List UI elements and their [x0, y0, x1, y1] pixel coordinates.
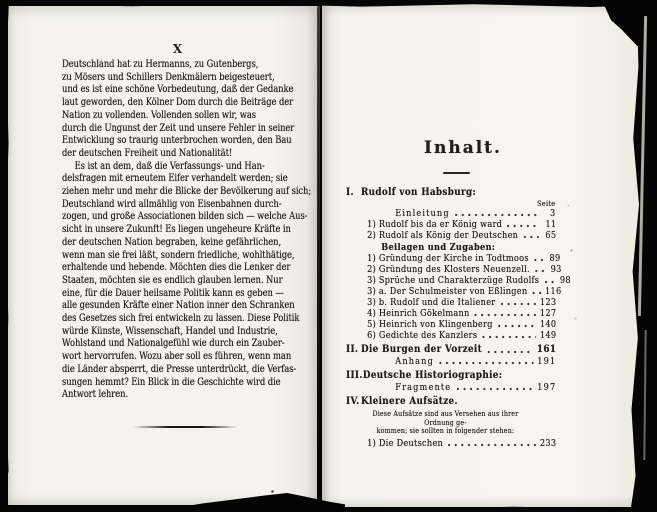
text-line: und es ist eine schöne Vorbedeutung, daß der Gedanke — [62, 84, 294, 96]
text-line: Wohlstand und Nationalgefühl wie durch ein Zauber- — [62, 338, 285, 350]
toc-title: Inhalt. — [424, 138, 502, 158]
book-gutter-shadow — [317, 6, 320, 505]
toc-entry — [346, 356, 556, 367]
entry-label: Anhang — [395, 356, 434, 367]
left-page — [8, 6, 318, 505]
entry-page-number: 65 — [545, 230, 557, 241]
scan-specks — [0, 0, 1, 1]
dot-leader — [457, 387, 534, 391]
toc-note-line: kommen; sie sollten in folgender stehen: — [376, 426, 515, 436]
text-line: Deutschland wird allmählig von Eisenbahnen durch- — [62, 198, 282, 210]
entry-page-number: 161 — [536, 344, 557, 355]
dot-leader — [475, 313, 537, 317]
entry-label: 1) Gründung der Kirche in Todtmoos — [367, 253, 529, 264]
entry-label: 1) Die Deutschen — [367, 437, 444, 449]
entry-page-number: 123 — [539, 297, 557, 308]
toc-note — [362, 410, 529, 436]
toc-entry — [346, 319, 556, 330]
paragraph — [62, 160, 312, 402]
text-line: Nation zu vollenden. Vollenden sollen wir, was — [62, 109, 257, 121]
entry-label: 3) Sprüche und Charakterzüge Rudolfs — [367, 275, 540, 286]
entry-label: 2) Rudolf als König der Deutschen — [367, 230, 519, 241]
page-column-label: Seite — [537, 199, 556, 208]
text-line: sungen hemmt? Ein Blick in die Geschichte wird die — [62, 376, 281, 388]
toc-entry — [346, 275, 571, 286]
text-line: Entwicklung so traurig unterbrochen worden, den Bau — [62, 135, 292, 147]
dot-leader — [448, 443, 536, 447]
text-line: zogen, und große Associationen bilden sich — welche Aus- — [62, 211, 308, 223]
entry-label: 5) Heinrich von Klingenberg — [367, 319, 493, 330]
toc-rows — [346, 187, 571, 449]
entry-page-number: 116 — [545, 286, 562, 297]
text-line: eine, für die Dauer heilsame Politik kann es geben — — [62, 287, 284, 299]
entry-page-number: 191 — [537, 356, 557, 367]
toc-title-rule — [443, 172, 470, 174]
entry-page-number: 3 — [549, 208, 557, 219]
text-line: Es ist an dem, daß die Verfassungs- und Han- — [74, 160, 265, 172]
entry-label: 3) b. Rudolf und die Italiener — [367, 297, 496, 308]
dot-leader — [487, 350, 533, 354]
left-text-lines — [62, 59, 312, 402]
text-line: alle gesunden Kräfte einer Nation inner den Schranken — [62, 300, 295, 312]
dot-leader — [483, 335, 537, 339]
text-line: die Länder absperrt, die Presse unterdrückt, die Verfas- — [62, 363, 297, 375]
text-line: delsfragen mit erneutem Eifer verhandelt werden; sie — [62, 173, 288, 185]
toc-entry — [346, 438, 556, 449]
entry-label: Einleitung — [395, 208, 450, 219]
text-line: durch die Ungunst der Zeit und unsere Fehler in seiner — [62, 122, 295, 134]
table-of-contents — [346, 187, 571, 449]
toc-entry — [346, 230, 556, 241]
toc-note-line: Diese Aufsätze sind aus Versehen aus ihrer Ordnung ge- — [372, 409, 519, 427]
text-line: Antwort lehren. — [62, 389, 129, 401]
toc-entry — [346, 382, 556, 393]
entry-label: 1) Rudolf bis da er König ward — [367, 219, 503, 230]
text-line: würde Künste, Wissenschaft, Handel und Industrie, — [62, 325, 278, 337]
entry-page-number: 98 — [559, 275, 571, 286]
dot-leader — [507, 224, 538, 228]
text-line: der deutschen Freiheit und Nationalität! — [62, 147, 233, 159]
toc-section-numeral: IV. — [346, 396, 360, 407]
page-number: X — [172, 42, 184, 56]
entry-page-number: 233 — [539, 437, 557, 449]
section-divider-rule — [133, 426, 238, 428]
entry-label: Beilagen und Zugaben: — [381, 242, 496, 253]
dot-leader — [455, 213, 539, 217]
text-line: der deutschen Nation begraben, keine gefährlichen, — [62, 236, 282, 248]
paragraph — [62, 59, 294, 161]
dot-leader — [533, 291, 542, 295]
toc-entry — [346, 264, 562, 275]
toc-entry — [346, 208, 556, 219]
entry-label: 3) a. Der Schulmeister von Eßlingen — [367, 286, 528, 297]
text-line: Staaten, möchten sie es endlich glauben lernen. Nur — [62, 274, 283, 286]
entry-label: 6) Gedichte des Kanzlers — [367, 330, 478, 341]
toc-section-heading — [346, 396, 556, 408]
toc-section-numeral: III. — [346, 370, 363, 381]
toc-section-numeral: II. — [346, 344, 359, 355]
dot-leader — [534, 258, 543, 262]
dot-leader — [498, 324, 536, 328]
text-line: wort hervorrufen. Wozu aber soll es führen, wenn man — [62, 351, 292, 363]
entry-label: 4) Heinrich Gökelmann — [367, 308, 470, 319]
toc-section-title: Deutsche Historiographie: — [362, 370, 503, 381]
toc-section-numeral: I. — [346, 187, 354, 198]
body-text — [62, 59, 312, 402]
toc-section-title: Kleinere Aufsätze. — [360, 396, 458, 407]
toc-section-heading — [346, 370, 556, 382]
text-line: erhaltende und hebende. Möchten dies die Lenker der — [62, 262, 291, 274]
text-line: zu Mösers und Schillers Denkmälern beigesteuert, — [62, 71, 275, 83]
toc-entry — [346, 297, 556, 308]
right-page — [322, 4, 648, 507]
text-line: des Gesetzes sich frei entwickeln zu lassen. Diese Politik — [62, 313, 300, 325]
toc-entry — [346, 253, 561, 264]
text-line: wenn man sie frei läßt, sondern friedliche, wohlthätige, — [62, 249, 295, 261]
toc-entry — [346, 286, 562, 297]
toc-section-title: Die Burgen der Vorzeit — [360, 344, 483, 355]
toc-section-heading — [346, 187, 556, 199]
entry-page-number: 149 — [539, 330, 557, 341]
text-line: ziehen mehr und mehr die Blicke der Bevölkerung auf sich; — [62, 186, 312, 198]
entry-page-number: 127 — [539, 308, 557, 319]
text-line: sicht in unsere Zukunft! Es liegen ungeheure Kräfte in — [62, 224, 291, 236]
entry-label: Fragmente — [395, 382, 452, 393]
toc-section-heading — [346, 344, 556, 356]
entry-label: 2) Gründung des Klosters Neuenzell. — [367, 264, 530, 275]
toc-section-title: Rudolf von Habsburg: — [360, 187, 477, 198]
dot-leader — [523, 235, 538, 239]
entry-page-number: 197 — [537, 382, 557, 393]
entry-page-number: 11 — [545, 219, 557, 230]
entry-page-number: 140 — [539, 319, 557, 330]
dot-leader — [535, 269, 544, 273]
entry-page-number: 89 — [549, 253, 561, 264]
dot-leader — [501, 302, 537, 306]
toc-entry — [346, 330, 556, 341]
dot-leader — [439, 361, 533, 365]
text-line: Deutschland hat zu Hermanns, zu Gutenbergs, — [62, 59, 259, 70]
dot-leader — [544, 280, 553, 284]
toc-entry — [346, 308, 556, 319]
toc-entry — [346, 242, 556, 253]
text-line: laut geworden, den Kölner Dom durch die Beiträge der — [62, 97, 294, 109]
toc-entry — [346, 219, 556, 230]
entry-page-number: 93 — [550, 264, 562, 275]
